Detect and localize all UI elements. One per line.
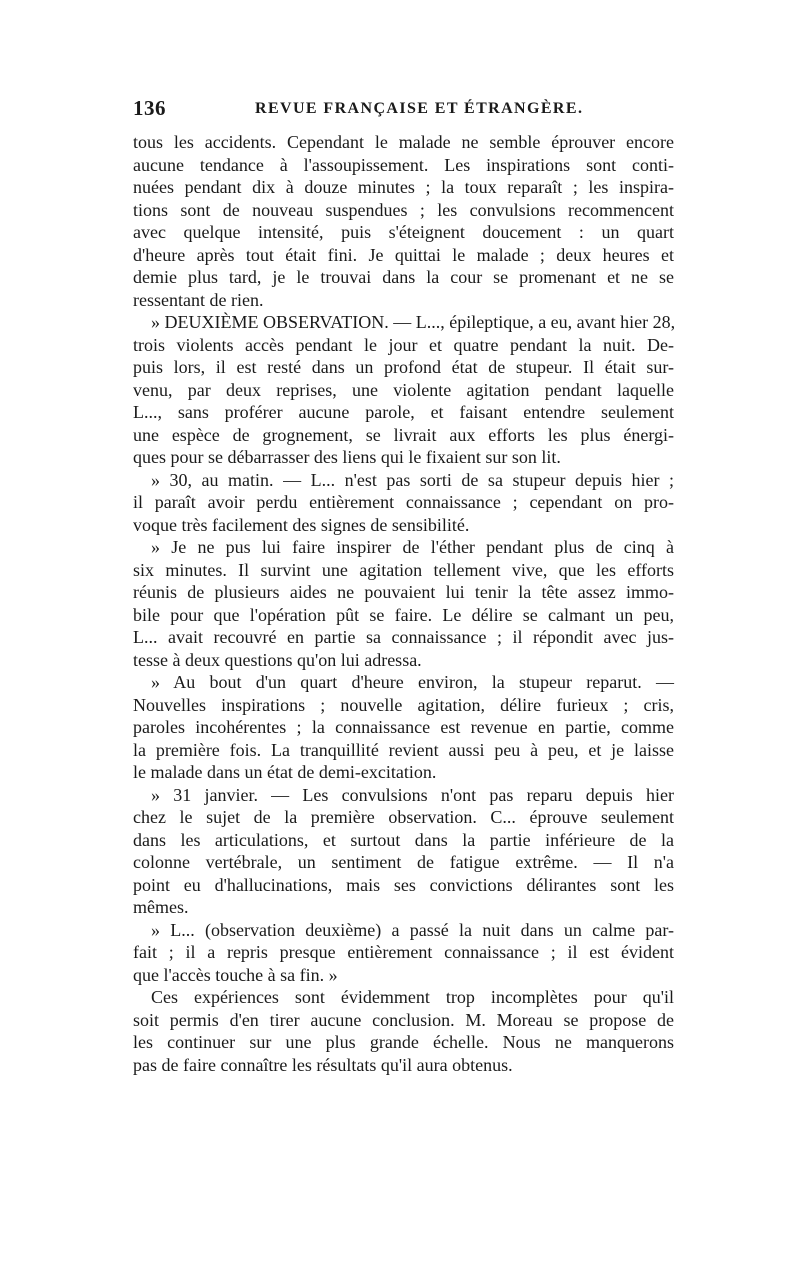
text-line: tesse à deux questions qu'on lui adressa. <box>133 649 422 670</box>
text-line: la première fois. La tranquillité revient aussi peu à peu, et je laisse <box>133 739 674 760</box>
text-line: nuées pendant dix à douze minutes ; la toux reparaît ; les inspira- <box>133 177 674 197</box>
text-line: puis lors, il est resté dans un profond état de stupeur. Il était sur- <box>133 357 674 377</box>
text-line: » 30, au matin. — L... n'est pas sorti de sa stupeur depuis hier ; <box>151 469 674 490</box>
journal-title: REVUE FRANÇAISE ET ÉTRANGÈRE. <box>255 100 584 117</box>
text-line: aucune tendance à l'assoupissement. Les inspirations sont conti- <box>133 154 674 175</box>
text-line: » Je ne pus lui faire inspirer de l'éther pendant plus de cinq à <box>151 537 674 557</box>
text-line: le malade dans un état de demi-excitation. <box>133 762 437 782</box>
text-line: voque très facilement des signes de sensibilité. <box>133 514 470 535</box>
text-line: soit permis d'en tirer aucune conclusion. M. Moreau se propose de <box>133 1009 674 1030</box>
text-line: Nouvelles inspirations ; nouvelle agitation, délire furieux ; cris, <box>133 694 674 715</box>
text-line: » 31 janvier. — Les convulsions n'ont pas reparu depuis hier <box>151 784 674 805</box>
text-line: pas de faire connaître les résultats qu'il aura obtenus. <box>133 1054 513 1075</box>
text-line: ques pour se débarrasser des liens qui le fixaient sur son lit. <box>133 447 561 467</box>
text-line: ressentant de rien. <box>133 289 264 310</box>
text-line: réunis de plusieurs aides ne pouvaient lui tenir la tête assez immo- <box>133 582 674 602</box>
text-line: colonne vertébrale, un sentiment de fatigue extrême. — Il n'a <box>133 852 674 872</box>
text-line: tions sont de nouveau suspendues ; les convulsions recommencent <box>133 199 674 220</box>
running-head <box>133 96 673 120</box>
text-line: demie plus tard, je le trouvai dans la cour se promenant et ne se <box>133 267 674 287</box>
text-line: L... avait recouvré en partie sa connaissance ; il répondit avec jus- <box>133 627 674 647</box>
text-line: paroles incohérentes ; la connaissance est revenue en partie, comme <box>133 717 674 737</box>
text-line: que l'accès touche à sa fin. » <box>133 964 338 985</box>
text-line: » DEUXIÈME OBSERVATION. — L..., épileptique, a eu, avant hier 28, <box>151 312 676 332</box>
text-line: » Au bout d'un quart d'heure environ, la stupeur reparut. — <box>151 672 674 692</box>
text-line: dans les articulations, et surtout dans la partie inférieure de la <box>133 829 674 850</box>
text-line: chez le sujet de la première observation. C... éprouve seulement <box>133 807 674 827</box>
page-number: 136 <box>133 96 166 120</box>
text-line: six minutes. Il survint une agitation tellement vive, que les efforts <box>133 559 674 580</box>
text-line: avec quelque intensité, puis s'éteignent doucement : un quart <box>133 222 674 242</box>
text-line: » L... (observation deuxième) a passé la nuit dans un calme par- <box>151 919 674 940</box>
text-line: fait ; il a repris presque entièrement connaissance ; il est évident <box>133 942 674 962</box>
text-line: venu, par deux reprises, une violente agitation pendant laquelle <box>133 379 674 400</box>
body-text <box>133 131 674 1076</box>
text-line: bile pour que l'opération pût se faire. Le délire se calmant un peu, <box>133 604 674 625</box>
text-line: L..., sans proférer aucune parole, et faisant entendre seulement <box>133 402 674 422</box>
text-line: une espèce de grognement, se livrait aux efforts les plus énergi- <box>133 424 674 445</box>
text-line: les continuer sur une plus grande échelle. Nous ne manquerons <box>133 1032 674 1052</box>
text-line: point eu d'hallucinations, mais ses convictions délirantes sont les <box>133 874 674 895</box>
text-line: trois violents accès pendant le jour et quatre pendant la nuit. De- <box>133 334 674 355</box>
text-line: tous les accidents. Cependant le malade ne semble éprouver encore <box>133 132 674 152</box>
text-line: mêmes. <box>133 897 189 917</box>
text-line: Ces expériences sont évidemment trop incomplètes pour qu'il <box>151 987 674 1007</box>
text-line: il paraît avoir perdu entièrement connaissance ; cependant on pro- <box>133 492 674 512</box>
text-line: d'heure après tout était fini. Je quittai le malade ; deux heures et <box>133 244 674 265</box>
